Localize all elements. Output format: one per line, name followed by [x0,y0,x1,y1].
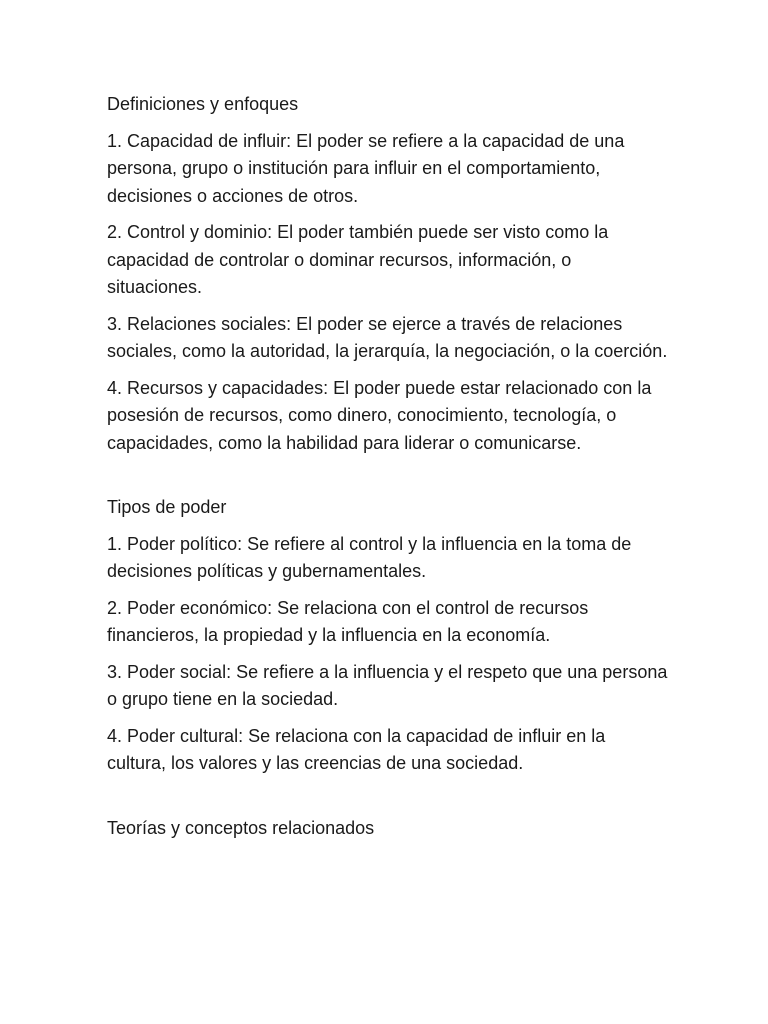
paragraph-poder-social: 3. Poder social: Se refiere a la influencia y el respeto que una persona o grupo tiene en la sociedad. [107,661,668,709]
paragraph-poder-economico: 2. Poder económico: Se relaciona con el control de recursos financieros, la propiedad y la influencia en la economía. [107,597,589,645]
blank-line [107,457,668,494]
paragraph-recursos-y-capacidades: 4. Recursos y capacidades: El poder puede estar relacionado con la posesión de recursos, como dinero, conocimiento, tecnología, o capacidades, como la habilidad para liderar o comunicarse. [107,377,652,453]
paragraph-poder-cultural: 4. Poder cultural: Se relaciona con la capacidad de influir en la cultura, los valores y las creencias de una sociedad. [107,725,606,773]
section-heading-definiciones: Definiciones y enfoques [107,94,299,114]
paragraph-capacidad-de-influir: 1. Capacidad de influir: El poder se refiere a la capacidad de una persona, grupo o institución para influir en el comportamiento, decisiones o acciones de otros. [107,130,625,206]
section-heading-teorias: Teorías y conceptos relacionados [107,817,375,838]
paragraph-poder-politico: 1. Poder político: Se refiere al control y la influencia en la toma de decisiones políticas y gubernamentales. [107,533,632,581]
paragraph-relaciones-sociales: 3. Relaciones sociales: El poder se ejerce a través de relaciones sociales, como la autoridad, la jerarquía, la negociación, o la coerción. [107,313,668,361]
section-heading-tipos-de-poder: Tipos de poder [107,497,227,517]
paragraph-control-y-dominio: 2. Control y dominio: El poder también puede ser visto como la capacidad de controlar o dominar recursos, información, o situaciones. [107,222,609,297]
blank-line [107,778,668,815]
